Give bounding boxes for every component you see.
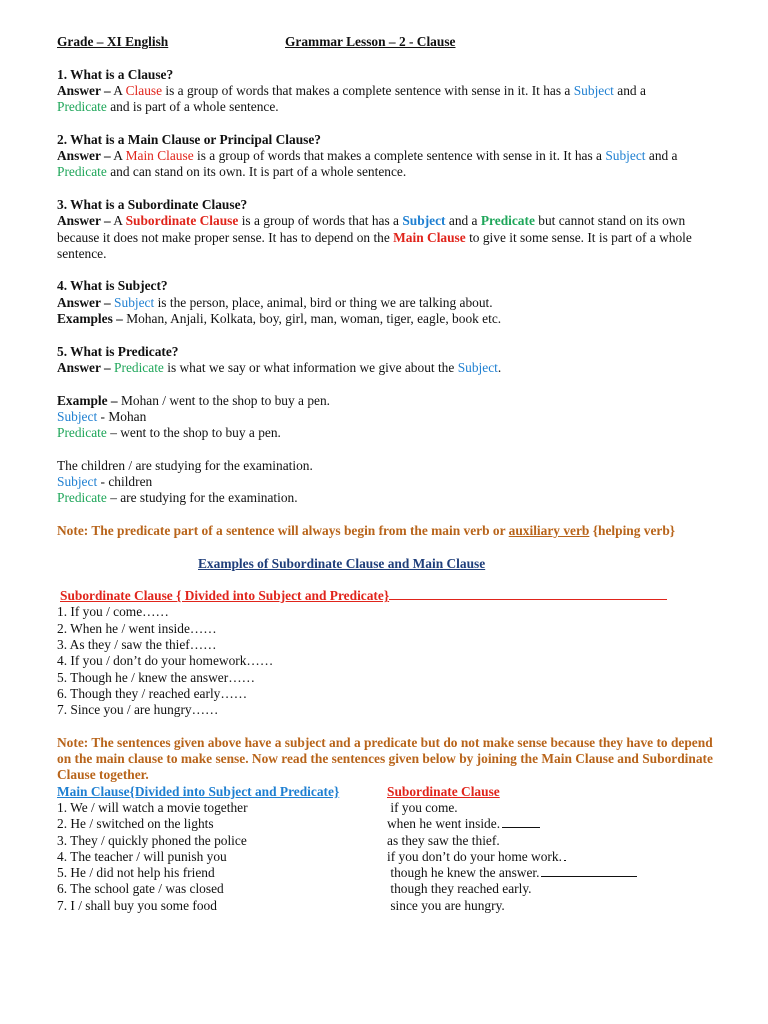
subordinate-clause-text: if you don’t do your home work. bbox=[387, 848, 562, 864]
answer-1-line-1: Answer – A Clause is a group of words that makes a complete sentence with sense in it. It has a Subject and a bbox=[57, 82, 646, 98]
answer-blank bbox=[564, 859, 566, 861]
subordinate-clause-text: if you come. bbox=[387, 799, 458, 815]
answer-3-line-2: because it does not make proper sense. It has to depend on the Main Clause to give it some sense. It is part of a whole bbox=[57, 229, 692, 245]
table-row bbox=[57, 865, 737, 881]
main-clause-cell: 2. He / switched on the lights bbox=[57, 816, 214, 832]
answer-5: Answer – Predicate is what we say or what information we give about the Subject. bbox=[57, 359, 502, 375]
document-page bbox=[57, 34, 737, 914]
subordinate-clause-cell bbox=[387, 833, 500, 849]
examples-4: Examples – Mohan, Anjali, Kolkata, boy, girl, man, woman, tiger, eagle, book etc. bbox=[57, 311, 502, 327]
answer-blank bbox=[502, 826, 540, 828]
example-2-sentence: The children / are studying for the examination. bbox=[57, 457, 313, 473]
table-row bbox=[57, 881, 737, 897]
list-item: 5. Though he / knew the answer…… bbox=[57, 669, 255, 685]
subordinate-clause-text: though they reached early. bbox=[387, 881, 532, 897]
table-row bbox=[57, 833, 737, 849]
subordinate-clause-cell bbox=[387, 865, 637, 881]
subordinate-clause-cell bbox=[387, 898, 505, 914]
lesson-title: Grammar Lesson – 2 - Clause bbox=[285, 34, 456, 49]
document-header bbox=[57, 34, 737, 50]
main-clause-cell: 5. He / did not help his friend bbox=[57, 865, 215, 881]
main-clause-header: Main Clause{Divided into Subject and Predicate} bbox=[57, 783, 340, 799]
list-item: 2. When he / went inside…… bbox=[57, 620, 217, 636]
subordinate-list-title: Subordinate Clause { Divided into Subject and Predicate} bbox=[57, 588, 737, 604]
answer-3-line-1: Answer – A Subordinate Clause is a group of words that has a Subject and a Predicate but cannot stand on its own bbox=[57, 213, 686, 229]
note-predicate: Note: The predicate part of a sentence will always begin from the main verb or auxiliary verb {helping verb} bbox=[57, 522, 676, 538]
subordinate-clause-cell bbox=[387, 849, 566, 865]
question-1: 1. What is a Clause? bbox=[57, 66, 174, 82]
subordinate-clause-cell bbox=[387, 881, 532, 897]
example-1-subject: Subject - Mohan bbox=[57, 408, 147, 424]
table-header bbox=[57, 784, 737, 800]
subordinate-clause-text: though he knew the answer. bbox=[387, 865, 540, 881]
answer-2-line-2: Predicate and can stand on its own. It is part of a whole sentence. bbox=[57, 164, 407, 180]
main-clause-cell: 6. The school gate / was closed bbox=[57, 881, 224, 897]
example-1-predicate: Predicate – went to the shop to buy a pen. bbox=[57, 425, 281, 441]
main-clause-cell: 1. We / will watch a movie together bbox=[57, 799, 248, 815]
subordinate-clause-list bbox=[57, 604, 737, 718]
subordinate-clause-text: when he went inside. bbox=[387, 816, 501, 832]
auxiliary-verb-link: auxiliary verb bbox=[508, 522, 590, 538]
example-2-predicate: Predicate – are studying for the examination. bbox=[57, 490, 298, 506]
subordinate-clause-text: since you are hungry. bbox=[387, 897, 505, 913]
answer-1-line-2: Predicate and is part of a whole sentence. bbox=[57, 99, 279, 115]
list-item: 6. Though they / reached early…… bbox=[57, 685, 248, 701]
main-clause-cell: 7. I / shall buy you some food bbox=[57, 897, 217, 913]
question-4: 4. What is Subject? bbox=[57, 278, 168, 294]
example-2-subject: Subject - children bbox=[57, 474, 153, 490]
question-3: 3. What is a Subordinate Clause? bbox=[57, 196, 248, 212]
list-item: 3. As they / saw the thief…… bbox=[57, 636, 217, 652]
list-item: 1. If you / come…… bbox=[57, 604, 169, 620]
answer-blank bbox=[541, 875, 637, 877]
subordinate-clause-text: as they saw the thief. bbox=[387, 832, 500, 848]
note-sentences: Note: The sentences given above have a subject and a predicate but do not make sense because they have to depend on the main clause to make sense. Now read the sentences given below by joining the Main Clause and Subordinate Clause together. bbox=[57, 734, 713, 783]
subordinate-clause-cell bbox=[387, 816, 540, 832]
question-5: 5. What is Predicate? bbox=[57, 343, 179, 359]
subordinate-clause-header: Subordinate Clause bbox=[387, 783, 500, 799]
section-title: Examples of Subordinate Clause and Main Clause bbox=[198, 555, 486, 571]
main-clause-cell: 4. The teacher / will punish you bbox=[57, 848, 227, 864]
list-item: 4. If you / don’t do your homework…… bbox=[57, 653, 274, 669]
answer-3-line-3: sentence. bbox=[57, 245, 107, 261]
table-row bbox=[57, 800, 737, 816]
clause-table bbox=[57, 800, 737, 914]
table-row bbox=[57, 816, 737, 832]
answer-4: Answer – Subject is the person, place, animal, bird or thing we are talking about. bbox=[57, 294, 493, 310]
main-clause-cell: 3. They / quickly phoned the police bbox=[57, 832, 247, 848]
question-2: 2. What is a Main Clause or Principal Clause? bbox=[57, 131, 321, 147]
answer-2-line-1: Answer – A Main Clause is a group of words that makes a complete sentence with sense in it. It has a Subject and a bbox=[57, 148, 678, 164]
example-1-sentence: Example – Mohan / went to the shop to buy a pen. bbox=[57, 392, 331, 408]
subordinate-clause-cell bbox=[387, 800, 458, 816]
table-row bbox=[57, 898, 737, 914]
list-item: 7. Since you / are hungry…… bbox=[57, 702, 219, 718]
table-row bbox=[57, 849, 737, 865]
grade-label: Grade – XI English bbox=[57, 34, 169, 49]
